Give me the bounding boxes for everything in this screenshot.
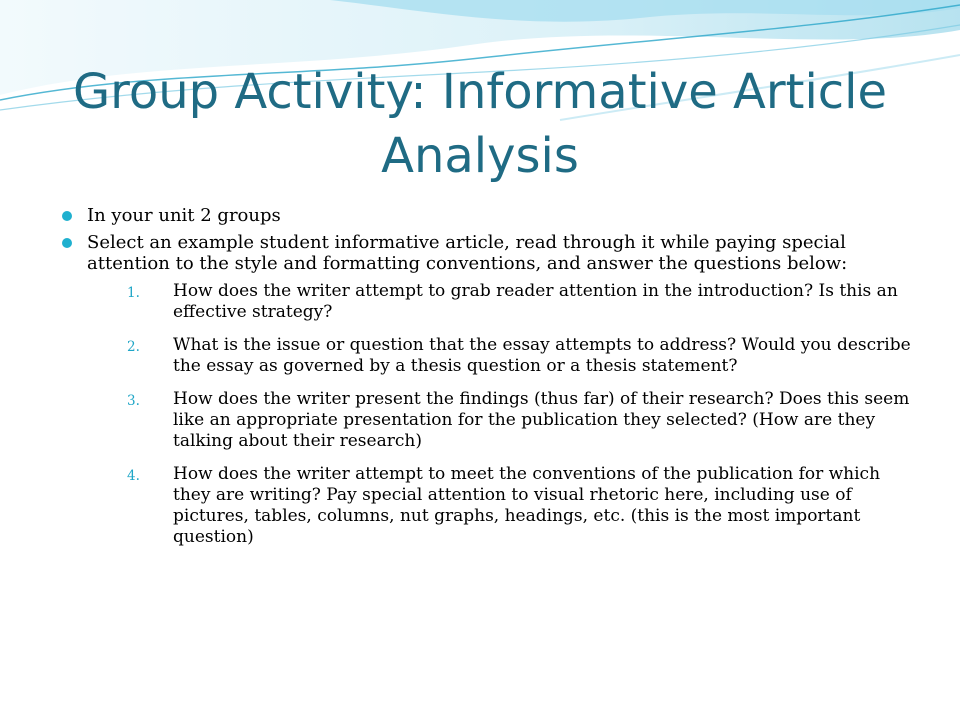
question-text: How does the writer present the findings (thus far) of their research? Does this seem like an appropriate presentation for the publication they selected? (How are they talking about their research)	[173, 389, 910, 451]
question-text: How does the writer attempt to grab reader attention in the introduction? Is this an effective strategy?	[173, 281, 898, 322]
slide-title: Group Activity: Informative Article Analysis	[72, 64, 888, 184]
bullet-list	[60, 205, 920, 548]
question-item	[87, 464, 920, 548]
bullet-item	[60, 205, 920, 226]
bullet-dot-icon	[62, 238, 72, 248]
question-number: 1.	[127, 285, 140, 301]
bullet-dot-icon	[62, 211, 72, 221]
question-number: 2.	[127, 339, 140, 355]
slide-body	[60, 205, 920, 560]
question-list	[87, 281, 920, 548]
question-item	[87, 389, 920, 452]
question-item	[87, 281, 920, 323]
question-number: 3.	[127, 393, 140, 409]
bullet-text: Select an example student informative article, read through it while paying special attention to the style and formatting conventions, and answer the questions below:	[87, 232, 848, 274]
question-text: What is the issue or question that the essay attempts to address? Would you describe the essay as governed by a thesis question or a thesis statement?	[173, 335, 911, 376]
question-item	[87, 335, 920, 377]
question-number: 4.	[127, 468, 140, 484]
bullet-text: In your unit 2 groups	[87, 205, 281, 226]
question-text: How does the writer attempt to meet the conventions of the publication for which they are writing? Pay special attention to visual rhetoric here, including use of pictures, tables, columns, nut graphs, headings, etc. (this is the most important question)	[173, 464, 881, 547]
bullet-item	[60, 232, 920, 548]
